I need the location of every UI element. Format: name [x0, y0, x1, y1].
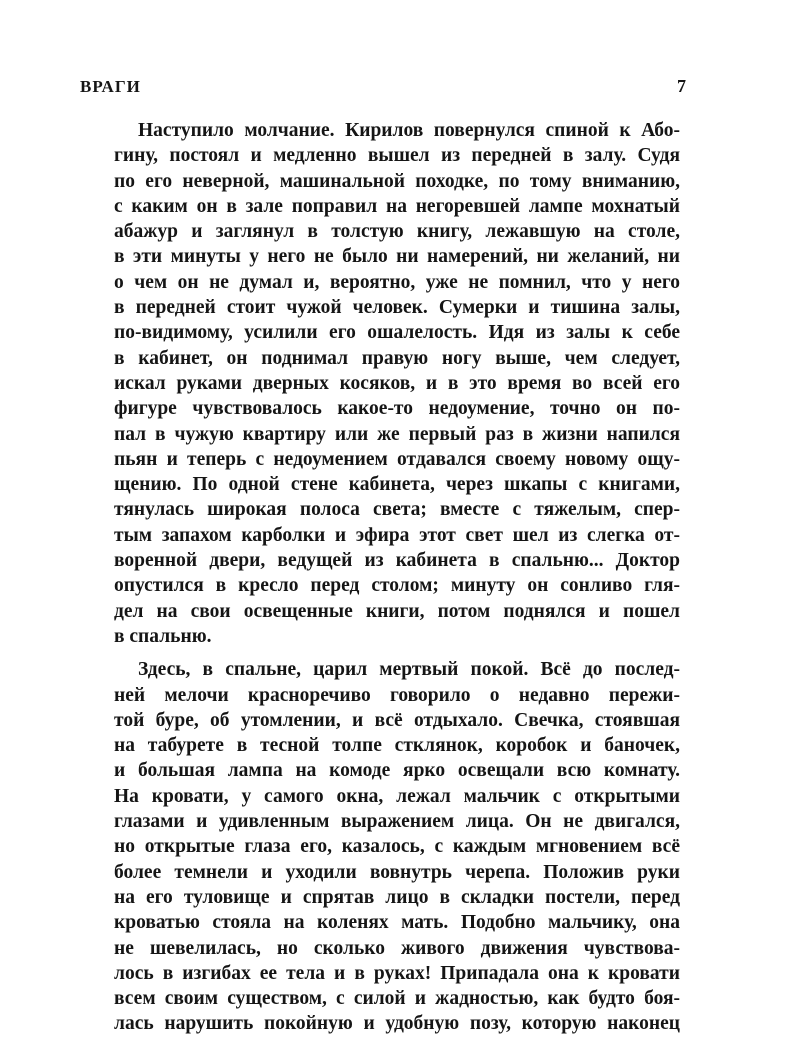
text-line: в спальню. [114, 625, 212, 647]
text-line: в эти минуты у него не было ни намерений, ни желаний, ни [114, 246, 680, 268]
text-line: о чем он не думал и, вероятно, уже не помнил, что у него [114, 271, 680, 293]
text-line: абажур и заглянул в толстую книгу, лежавшую на столе, [114, 221, 680, 243]
text-line: ней мелочи красноречиво говорило о недавно пережи- [114, 684, 680, 706]
text-line: по его неверной, машинальной походке, по тому вниманию, [114, 170, 680, 192]
text-line: не шевелилась, но сколько живого движения чувствова- [114, 937, 680, 959]
text-line: более темнели и уходили вовнутрь черепа. Положив руки [114, 861, 680, 883]
paragraph-2 [114, 657, 680, 1036]
text-line: лась нарушить покойную и удобную позу, которую наконец [114, 1013, 680, 1035]
body-text [114, 118, 680, 1037]
text-line: Наступило молчание. Кирилов повернулся спиной к Або- [138, 120, 680, 141]
text-line: глазами и удивленным выражением лица. Он не двигался, [114, 811, 680, 833]
text-line: с каким он в зале поправил на негоревшей лампе мохнатый [114, 195, 680, 217]
text-line: на табурете в тесной толпе стклянок, коробок и баночек, [114, 735, 680, 757]
page-header [80, 72, 686, 102]
text-line: пьян и теперь с недоумением отдавался своему новому ощу- [114, 448, 680, 470]
text-line: опустился в кресло перед столом; минуту он сонливо гля- [114, 575, 680, 597]
text-line: воренной двери, ведущей из кабинета в спальню... Доктор [114, 550, 680, 572]
page-number: 7 [677, 76, 686, 96]
text-line: на его туловище и спрятав лицо в складки постели, перед [114, 886, 680, 908]
text-line: кроватью стояла на коленях мать. Подобно мальчику, она [114, 912, 680, 934]
text-line: лось в изгибах ее тела и в руках! Припадала она к кровати [114, 962, 680, 984]
text-line: искал руками дверных косяков, и в это время во всей его [114, 372, 680, 394]
text-line: тым запахом карболки и эфира этот свет шел из слегка от- [114, 524, 680, 546]
paragraph-1 [114, 118, 680, 649]
text-line: по-видимому, усилили его ошалелость. Идя из залы к себе [114, 322, 680, 344]
text-line: и большая лампа на комоде ярко освещали всю комнату. [114, 760, 680, 782]
text-line: в кабинет, он поднимал правую ногу выше, чем следует, [114, 347, 680, 369]
text-line: На кровати, у самого окна, лежал мальчик с открытыми [114, 785, 680, 807]
text-line: дел на свои освещенные книги, потом поднялся и пошел [114, 600, 680, 622]
text-line: всем своим существом, с силой и жадностью, как будто боя- [114, 988, 680, 1010]
text-line: Здесь, в спальне, царил мертвый покой. Всё до послед- [138, 659, 680, 681]
text-line: в передней стоит чужой человек. Сумерки и тишина залы, [114, 297, 680, 319]
text-line: той буре, об утомлении, и всё отдыхало. Свечка, стоявшая [114, 709, 680, 731]
text-line: гину, постоял и медленно вышел из передней в залу. Судя [114, 145, 680, 167]
text-line: фигуре чувствовалось какое-то недоумение, точно он по- [114, 398, 680, 420]
running-title: ВРАГИ [80, 77, 141, 96]
text-line: но открытые глаза его, казалось, с каждым мгновением всё [114, 836, 680, 858]
text-line: щению. По одной стене кабинета, через шкапы с книгами, [114, 474, 680, 496]
book-page [80, 72, 686, 1037]
paragraph-gap [114, 649, 680, 657]
text-line: пал в чужую квартиру или же первый раз в жизни напился [114, 423, 680, 445]
text-line: тянулась широкая полоса света; вместе с тяжелым, спер- [114, 499, 680, 521]
